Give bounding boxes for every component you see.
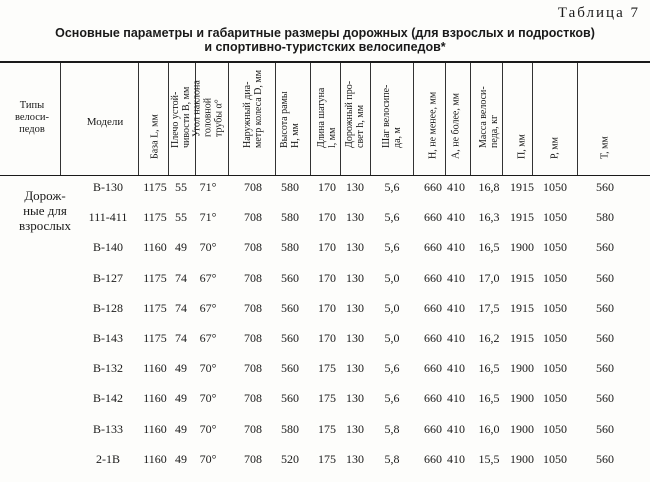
value-cell: 1160 — [143, 451, 167, 466]
value-cell: 1915 — [510, 210, 534, 225]
header-cell-text: Плечо устой- чивости B, мм — [170, 86, 192, 148]
header-cell — [381, 68, 403, 170]
header-cell — [191, 68, 225, 170]
header-divider — [340, 63, 341, 175]
value-cell: 170 — [318, 300, 336, 315]
value-cell: 580 — [281, 421, 299, 436]
value-cell: 1900 — [510, 391, 534, 406]
model-name-cell: В-140 — [93, 240, 123, 255]
value-cell: 70° — [199, 361, 217, 376]
header-cell-text: П, мм — [516, 134, 528, 159]
header-cell-text: Т, мм — [599, 136, 611, 159]
header-types: Типы велоси- педов — [14, 100, 50, 135]
table-row — [0, 452, 650, 482]
header-divider — [502, 63, 503, 175]
table-row — [0, 271, 650, 301]
header-divider — [470, 63, 471, 175]
value-cell: 17,5 — [478, 300, 500, 315]
value-cell: 130 — [346, 391, 364, 406]
header-bottom-rule — [0, 175, 650, 176]
header-cell-text: Р, мм — [549, 137, 561, 159]
value-cell: 660 — [424, 451, 442, 466]
value-cell: 49 — [175, 391, 187, 406]
value-cell: 410 — [447, 180, 465, 194]
value-cell: 16,2 — [478, 331, 500, 345]
value-cell: 67° — [199, 300, 217, 315]
header-cell — [450, 68, 462, 170]
value-cell: 130 — [346, 210, 364, 225]
value-cell: 1050 — [543, 210, 567, 225]
value-cell: 170 — [318, 180, 336, 194]
table-row — [0, 361, 650, 391]
value-cell: 175 — [318, 391, 336, 406]
value-cell: 130 — [346, 300, 364, 315]
value-cell: 708 — [244, 421, 262, 436]
value-cell: 660 — [424, 421, 442, 436]
value-cell: 175 — [318, 421, 336, 436]
model-name-cell: В-133 — [93, 421, 123, 436]
model-name-cell: В-132 — [93, 361, 123, 376]
model-name-cell: В-130 — [93, 180, 123, 194]
value-cell: 560 — [281, 300, 299, 315]
value-cell: 580 — [281, 240, 299, 255]
value-cell: 708 — [244, 391, 262, 406]
value-cell: 1900 — [510, 240, 534, 255]
value-cell: 130 — [346, 331, 364, 345]
model-name-cell: 2-1В — [96, 451, 120, 466]
value-cell: 71° — [199, 180, 217, 194]
value-cell: 5,8 — [384, 451, 400, 466]
model-name-cell: 111-411 — [88, 210, 128, 225]
value-cell: 1050 — [543, 391, 567, 406]
value-cell: 410 — [447, 240, 465, 255]
value-cell: 170 — [318, 331, 336, 345]
value-cell: 560 — [596, 361, 614, 376]
value-cell: 49 — [175, 361, 187, 376]
value-cell: 74 — [175, 331, 187, 345]
header-cell-text: Шаг велосипе- да, м — [381, 84, 403, 148]
value-cell: 660 — [424, 331, 442, 345]
value-cell: 410 — [447, 300, 465, 315]
header-cell-text: База L, мм — [149, 114, 161, 159]
value-cell: 560 — [596, 331, 614, 345]
table-row — [0, 210, 650, 240]
value-cell: 1175 — [143, 331, 167, 345]
value-cell: 580 — [281, 180, 299, 194]
value-cell: 5,6 — [384, 240, 400, 255]
value-cell: 71° — [199, 210, 217, 225]
value-cell: 560 — [596, 421, 614, 436]
value-cell: 5,0 — [384, 300, 400, 315]
value-cell: 560 — [281, 331, 299, 345]
value-cell: 410 — [447, 210, 465, 225]
header-cell-text: Высота рамы H, мм — [279, 91, 301, 148]
value-cell: 1900 — [510, 361, 534, 376]
value-cell: 1050 — [543, 451, 567, 466]
header-cell — [316, 68, 338, 170]
header-cell — [549, 68, 561, 170]
value-cell: 16,5 — [478, 391, 500, 406]
header-cell-text: А, не более, мм — [450, 93, 462, 159]
value-cell: 130 — [346, 270, 364, 285]
value-cell: 1050 — [543, 240, 567, 255]
header-cell — [149, 68, 161, 170]
value-cell: 1915 — [510, 300, 534, 315]
value-cell: 15,5 — [478, 451, 500, 466]
value-cell: 170 — [318, 270, 336, 285]
value-cell: 560 — [281, 391, 299, 406]
value-cell: 708 — [244, 270, 262, 285]
value-cell: 660 — [424, 391, 442, 406]
header-divider — [168, 63, 169, 175]
value-cell: 560 — [281, 270, 299, 285]
model-name-cell: В-143 — [93, 331, 123, 345]
value-cell: 560 — [596, 180, 614, 194]
value-cell: 17,0 — [478, 270, 500, 285]
value-cell: 5,0 — [384, 270, 400, 285]
header-divider — [445, 63, 446, 175]
value-cell: 1915 — [510, 331, 534, 345]
value-cell: 410 — [447, 331, 465, 345]
table-caption — [0, 26, 650, 54]
header-cell-text: Н, не менее, мм — [427, 91, 439, 159]
value-cell: 560 — [596, 391, 614, 406]
value-cell: 660 — [424, 270, 442, 285]
value-cell: 130 — [346, 240, 364, 255]
value-cell: 175 — [318, 361, 336, 376]
value-cell: 170 — [318, 240, 336, 255]
value-cell: 1900 — [510, 451, 534, 466]
value-cell: 1915 — [510, 180, 534, 194]
header-divider — [60, 63, 61, 175]
value-cell: 175 — [318, 451, 336, 466]
value-cell: 1175 — [143, 210, 167, 225]
header-cell — [170, 68, 192, 170]
value-cell: 170 — [318, 210, 336, 225]
value-cell: 49 — [175, 451, 187, 466]
header-divider — [532, 63, 533, 175]
value-cell: 70° — [199, 391, 217, 406]
value-cell: 560 — [596, 240, 614, 255]
value-cell: 660 — [424, 240, 442, 255]
table-row — [0, 331, 650, 361]
header-cell — [516, 68, 528, 170]
value-cell: 1050 — [543, 421, 567, 436]
table-row — [0, 422, 650, 452]
value-cell: 580 — [281, 210, 299, 225]
value-cell: 74 — [175, 300, 187, 315]
header-divider — [370, 63, 371, 175]
value-cell: 708 — [244, 240, 262, 255]
value-cell: 560 — [281, 361, 299, 376]
value-cell: 1175 — [143, 180, 167, 194]
value-cell: 560 — [596, 451, 614, 466]
value-cell: 5,6 — [384, 180, 400, 194]
header-cell-text: Наружный диа- метр колеса D, мм — [242, 69, 264, 148]
value-cell: 410 — [447, 451, 465, 466]
value-cell: 16,0 — [478, 421, 500, 436]
value-cell: 660 — [424, 361, 442, 376]
header-divider — [413, 63, 414, 175]
value-cell: 1050 — [543, 300, 567, 315]
value-cell: 580 — [596, 210, 614, 225]
value-cell: 1050 — [543, 180, 567, 194]
value-cell: 410 — [447, 421, 465, 436]
value-cell: 16,8 — [478, 180, 500, 194]
header-divider — [577, 63, 578, 175]
value-cell: 130 — [346, 421, 364, 436]
value-cell: 55 — [175, 180, 187, 194]
value-cell: 410 — [447, 391, 465, 406]
header-cell — [478, 68, 500, 170]
value-cell: 1160 — [143, 361, 167, 376]
value-cell: 49 — [175, 421, 187, 436]
value-cell: 1915 — [510, 270, 534, 285]
value-cell: 49 — [175, 240, 187, 255]
caption-line-1: Основные параметры и габаритные размеры дорожных (для взрослых и подростков) — [55, 26, 595, 40]
value-cell: 1160 — [143, 391, 167, 406]
header-cell — [279, 68, 301, 170]
value-cell: 1050 — [543, 331, 567, 345]
header-divider — [138, 63, 139, 175]
value-cell: 1050 — [543, 270, 567, 285]
value-cell: 67° — [199, 270, 217, 285]
value-cell: 67° — [199, 331, 217, 345]
value-cell: 5,8 — [384, 421, 400, 436]
table-row — [0, 301, 650, 331]
value-cell: 70° — [199, 421, 217, 436]
value-cell: 16,5 — [478, 240, 500, 255]
header-top-rule — [0, 61, 650, 63]
model-name-cell: В-128 — [93, 300, 123, 315]
value-cell: 5,0 — [384, 331, 400, 345]
header-cell — [427, 68, 439, 170]
header-cell — [599, 68, 611, 170]
header-cell-text: Масса велоси- педа, кг — [478, 86, 500, 148]
value-cell: 410 — [447, 361, 465, 376]
value-cell: 5,6 — [384, 361, 400, 376]
value-cell: 1175 — [143, 300, 167, 315]
header-divider — [228, 63, 229, 175]
value-cell: 70° — [199, 240, 217, 255]
value-cell: 16,3 — [478, 210, 500, 225]
value-cell: 708 — [244, 300, 262, 315]
header-cell-text: Длина шатуна l, мм — [316, 87, 338, 148]
category-text: Дорож- ные для взрослых — [18, 188, 72, 233]
value-cell: 55 — [175, 210, 187, 225]
table-row — [0, 391, 650, 421]
value-cell: 16,5 — [478, 361, 500, 376]
value-cell: 70° — [199, 451, 217, 466]
value-cell: 1050 — [543, 361, 567, 376]
value-cell: 660 — [424, 300, 442, 315]
caption-line-2: и спортивно-туристских велосипедов* — [204, 40, 446, 54]
value-cell: 5,6 — [384, 391, 400, 406]
value-cell: 708 — [244, 331, 262, 345]
header-cell — [344, 68, 366, 170]
value-cell: 560 — [596, 300, 614, 315]
header-divider — [310, 63, 311, 175]
value-cell: 130 — [346, 361, 364, 376]
header-cell — [242, 68, 264, 170]
value-cell: 1900 — [510, 421, 534, 436]
value-cell: 708 — [244, 361, 262, 376]
header-divider — [275, 63, 276, 175]
header-cell-text: Угол наклона головной трубы α° — [191, 80, 225, 137]
value-cell: 130 — [346, 451, 364, 466]
value-cell: 1160 — [143, 421, 167, 436]
value-cell: 660 — [424, 210, 442, 225]
model-name-cell: В-142 — [93, 391, 123, 406]
value-cell: 410 — [447, 270, 465, 285]
header-model: Модели — [86, 116, 124, 128]
model-name-cell: В-127 — [93, 270, 123, 285]
value-cell: 708 — [244, 451, 262, 466]
value-cell: 1160 — [143, 240, 167, 255]
value-cell: 660 — [424, 180, 442, 194]
header-cell-text: Дорожный про- свет h, мм — [344, 80, 366, 148]
value-cell: 560 — [596, 270, 614, 285]
table-number-label: Таблица 7 — [557, 5, 640, 21]
value-cell: 130 — [346, 180, 364, 194]
value-cell: 520 — [281, 451, 299, 466]
value-cell: 74 — [175, 270, 187, 285]
value-cell: 1175 — [143, 270, 167, 285]
value-cell: 708 — [244, 210, 262, 225]
value-cell: 5,6 — [384, 210, 400, 225]
table-row — [0, 240, 650, 270]
table-row — [0, 180, 650, 210]
value-cell: 708 — [244, 180, 262, 194]
